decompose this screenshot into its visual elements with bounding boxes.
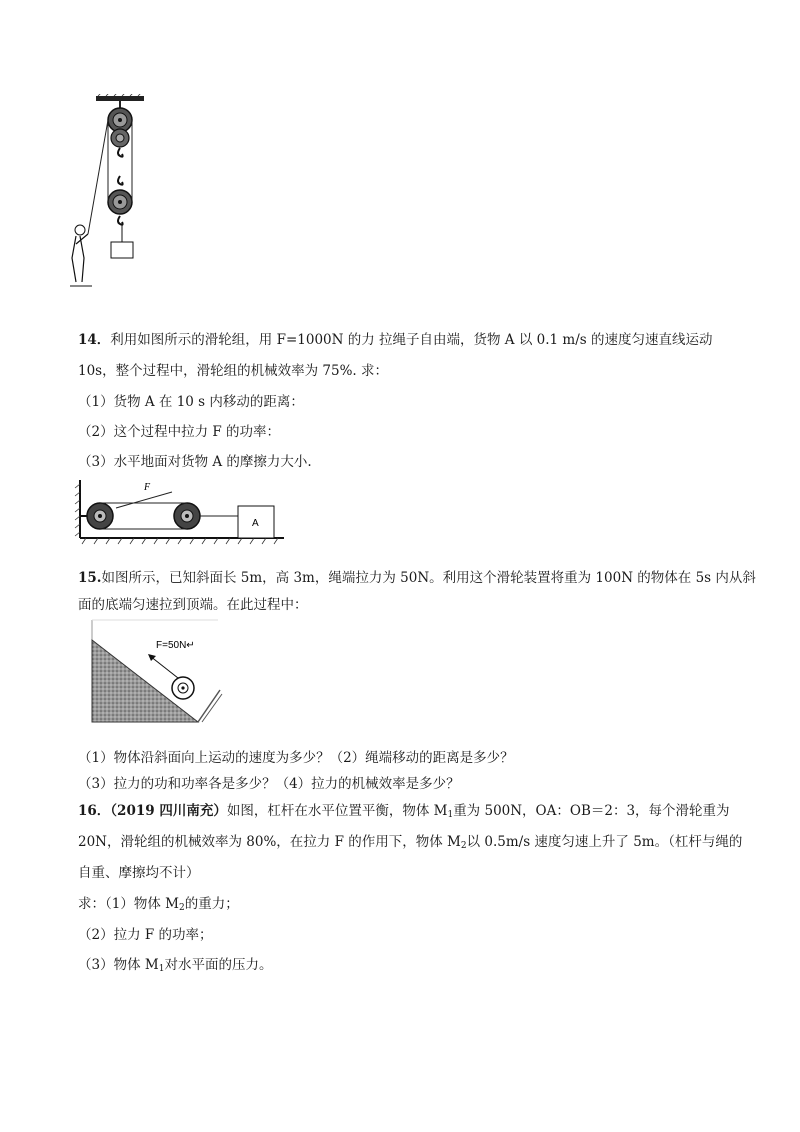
q16-sub3-b: 对水平面的压力。 [164,957,273,973]
q16-sub1 [78,894,239,918]
q16-line1 [78,801,730,825]
horizontal-pulley-figure [72,478,292,546]
q16-line2-b: 以 0.5m/s 速度匀速上升了 5m。（杠杆与绳的 [466,834,743,850]
q16-sub1-a: 求：（1）物体 M [78,896,179,912]
q15-number: 15. [78,570,102,586]
q14-sub3: （3）水平地面对货物 A 的摩擦力大小. [78,454,312,470]
q15-sub-b: （3）拉力的功和功率各是多少？（4）拉力的机械效率是多少？ [78,776,460,792]
q16-sub3-a: （3）物体 M [78,957,159,973]
q16-line2-a: 20N，滑轮组的机械效率为 80%，在拉力 F 的作用下，物体 M [78,834,461,850]
q16-sub3 [78,955,272,979]
q16-line1-a: 如图，杠杆在水平位置平衡，物体 M [226,803,448,819]
q15-line2: 面的底端匀速拉到顶端。在此过程中： [78,597,308,613]
fig3-force-label: F=50N↵ [156,640,195,651]
q14-line1 [78,330,712,350]
q16-line1-b: 重为 500N，OA：OB＝2：3，每个滑轮重为 [453,803,730,819]
q16-line1-sub: 1 [447,810,454,820]
q16-sub1-sub: 2 [178,903,185,913]
q16-sub1-b: 的重力； [184,896,239,912]
q16-line3: 自重、摩擦均不计） [78,865,200,881]
q16-source: （2019 四川南充） [110,803,227,819]
q16-number: 16． [78,803,111,819]
q14-number: 14． [78,332,111,348]
q16-sub3-sub: 1 [158,964,165,974]
q16-line2 [78,832,742,856]
q15-line1-text: 如图所示，已知斜面长 5m，高 3m，绳端拉力为 50N。利用这个滑轮装置将重为 100N 的物体在 5s 内从斜 [101,570,756,586]
q14-line2: 10s，整个过程中，滑轮组的机械效率为 75%. 求： [78,363,388,379]
q14-sub2: （2）这个过程中拉力 F 的功率： [78,424,281,440]
q16-sub2: （2）拉力 F 的功率； [78,927,213,943]
fig2-label-a: A [252,518,259,529]
q14-line1-text: 利用如图所示的滑轮组，用 F=1000N 的力 拉绳子自由端，货物 A 以 0.1 m/s 的速度匀速直线运动 [110,332,713,348]
q14-sub1: （1）货物 A 在 10 s 内移动的距离： [78,394,304,410]
q16-line2-sub: 2 [460,841,467,851]
incline-figure [88,618,224,724]
q15-sub-a: （1）物体沿斜面向上运动的速度为多少？（2）绳端移动的距离是多少？ [78,750,514,766]
pulley-person-figure [66,94,156,294]
fig2-label-f: F [144,482,151,493]
q15-line1 [78,568,756,588]
